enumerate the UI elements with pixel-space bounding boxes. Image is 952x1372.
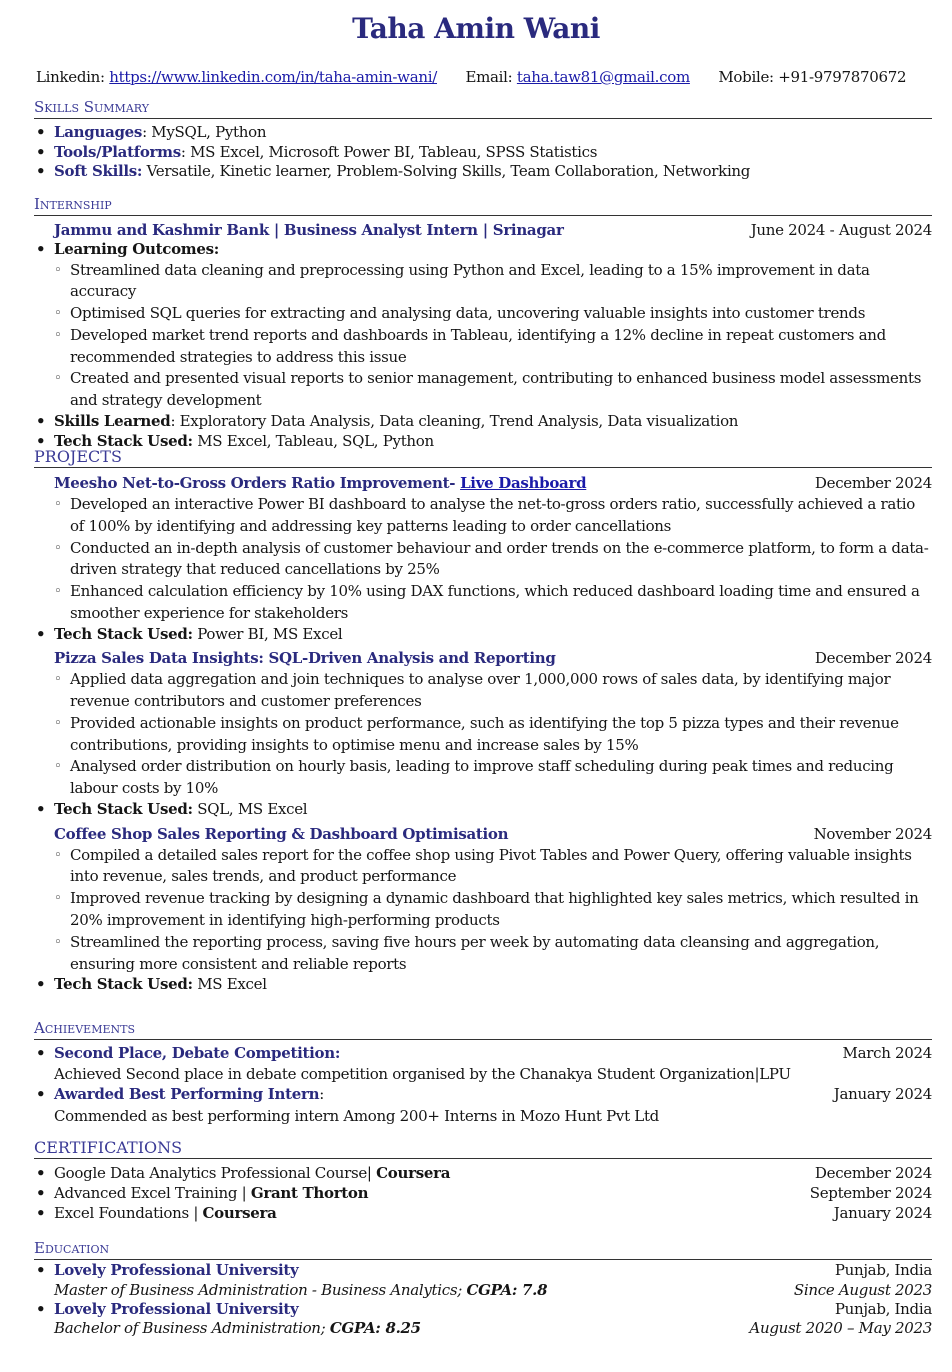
tech-stack-text: MS Excel — [192, 975, 267, 994]
outcomes-label: • Learning Outcomes: — [34, 240, 932, 260]
projects-section — [34, 447, 932, 995]
achievement-date: January 2024 — [833, 1084, 932, 1103]
certification-item — [34, 1183, 932, 1203]
skill-label: Tools/Platforms — [54, 142, 181, 161]
skill-item — [34, 162, 932, 182]
cgpa: CGPA: 7.8 — [466, 1280, 548, 1299]
section-title: Skills Summary — [34, 98, 932, 119]
tech-stack-text: SQL, MS Excel — [192, 800, 308, 819]
cert-date: December 2024 — [814, 1164, 932, 1182]
education-item — [34, 1261, 932, 1281]
cert-issuer: Coursera — [202, 1204, 277, 1222]
achievement-item — [34, 1085, 932, 1105]
certification-item — [34, 1163, 932, 1183]
project-bullet: ◦ Streamlined the reporting process, saving five hours per week by automating data cleansing and aggregation, ensuring more consistent and reliable reports — [34, 932, 932, 976]
certifications-section — [34, 1138, 932, 1223]
project-bullet: ◦ Enhanced calculation efficiency by 10% using DAX functions, which reduced dashboard loading time and ensured a smoother experience for stakeholders — [34, 581, 932, 625]
tech-stack — [34, 800, 932, 820]
school-name: • Lovely Professional University — [54, 1299, 299, 1318]
candidate-name: Taha Amin Wani — [352, 12, 600, 45]
cert-name: Google Data Analytics Professional Course| — [54, 1164, 377, 1182]
internship-header — [34, 220, 932, 240]
skills-learned — [34, 412, 932, 432]
tech-stack — [34, 975, 932, 995]
tech-stack-label: Tech Stack Used: — [54, 624, 193, 643]
internship-section — [34, 195, 932, 451]
project-date: December 2024 — [814, 474, 932, 492]
tech-stack — [34, 625, 932, 645]
achievement-item — [34, 1044, 932, 1064]
contact-line — [36, 68, 916, 86]
linkedin-label: Linkedin: — [36, 68, 105, 86]
achievement-title: Awarded Best Performing Intern — [54, 1084, 320, 1103]
section-title: CERTIFICATIONS — [34, 1138, 932, 1159]
section-title: Education — [34, 1239, 932, 1260]
tech-stack-label: Tech Stack Used: — [54, 975, 193, 994]
project-header — [34, 647, 932, 669]
tech-stack-label: Tech Stack Used: — [54, 800, 193, 819]
section-title: Achievements — [34, 1019, 932, 1040]
project-bullet: ◦ Developed an interactive Power BI dashboard to analyse the net-to-gross orders ratio, successfully achieved a ratio of 100% by identifying and addressing key patterns leading to order cancellations — [34, 494, 932, 538]
education-dates: Since August 2023 — [793, 1280, 932, 1299]
achievement-title: • Second Place, Debate Competition: — [54, 1044, 341, 1062]
skill-item — [34, 143, 932, 163]
project-title: Meesho Net-to-Gross Orders Ratio Improvement- — [54, 474, 461, 492]
project-bullet: ◦ Conducted an in-depth analysis of customer behaviour and order trends on the e-commerce platform, to form a data-driven strategy that reduced cancellations by 25% — [34, 538, 932, 582]
email-link[interactable]: taha.taw81@gmail.com — [516, 68, 690, 86]
skill-label: Languages — [54, 123, 143, 141]
project-title: Coffee Shop Sales Reporting & Dashboard Optimisation — [54, 824, 509, 843]
project-bullet: ◦ Applied data aggregation and join techniques to analyse over 1,000,000 rows of sales data, by identifying major revenue contributors and customer preferences — [34, 669, 932, 713]
achievement-desc: Achieved Second place in debate competition organised by the Chanakya Student Organization|LPU — [54, 1064, 791, 1083]
skill-label: Soft Skills: — [54, 162, 143, 180]
school-location: Punjab, India — [834, 1261, 932, 1279]
linkedin-link[interactable]: https://www.linkedin.com/in/taha-amin-wani/ — [109, 68, 437, 86]
school-location: Punjab, India — [834, 1299, 932, 1318]
project-bullet: ◦ Analysed order distribution on hourly basis, leading to improve staff scheduling during peak times and reducing labour costs by 10% — [34, 756, 932, 800]
skill-item — [34, 123, 932, 143]
education-section — [34, 1239, 932, 1338]
outcome-item: ◦ Streamlined data cleaning and preprocessing using Python and Excel, leading to a 15% improvement in data accuracy — [34, 260, 932, 304]
project-date: November 2024 — [813, 824, 932, 843]
degree: Bachelor of Business Administration; — [54, 1319, 330, 1337]
skills-learned-text: : Exploratory Data Analysis, Data cleaning, Trend Analysis, Data visualization — [170, 412, 739, 431]
school-name: • Lovely Professional University — [54, 1261, 299, 1279]
cert-name: Excel Foundations | — [54, 1204, 203, 1222]
certification-item — [34, 1203, 932, 1223]
education-degree-row — [34, 1319, 932, 1338]
mobile-label: Mobile: — [718, 68, 774, 86]
project-bullet: ◦ Compiled a detailed sales report for the coffee shop using Pivot Tables and Power Query, offering valuable insights into revenue, sales trends, and product performance — [34, 845, 932, 889]
internship-role: Jammu and Kashmir Bank | Business Analyst Intern | Srinagar — [54, 221, 564, 239]
education-dates: August 2020 – May 2023 — [749, 1319, 932, 1337]
live-dashboard-link[interactable]: Live Dashboard — [460, 474, 587, 492]
outcome-item: ◦ Created and presented visual reports to senior management, contributing to enhanced business model assessments and strategy development — [34, 368, 932, 412]
section-title: PROJECTS — [34, 447, 932, 468]
outcome-item: ◦ Developed market trend reports and dashboards in Tableau, identifying a 12% decline in repeat customers and recommended strategies to address this issue — [34, 325, 932, 369]
tech-stack-text: MS Excel, Tableau, SQL, Python — [192, 431, 434, 450]
achievement-desc: Commended as best performing intern Among 200+ Interns in Mozo Hunt Pvt Ltd — [54, 1107, 659, 1125]
internship-dates: June 2024 - August 2024 — [750, 221, 932, 239]
project-header — [34, 823, 932, 845]
cert-date: September 2024 — [809, 1184, 932, 1202]
tech-stack-text: Power BI, MS Excel — [192, 624, 343, 643]
skill-text: Versatile, Kinetic learner, Problem-Solving Skills, Team Collaboration, Networking — [142, 162, 751, 180]
cgpa: CGPA: 8.25 — [329, 1319, 421, 1337]
mobile-number: +91-9797870672 — [778, 68, 907, 86]
skill-text: : MySQL, Python — [142, 123, 267, 141]
cert-date: January 2024 — [833, 1204, 932, 1222]
degree: Master of Business Administration - Business Analytics; — [54, 1280, 467, 1299]
skills-section — [34, 98, 932, 182]
skills-learned-label: Skills Learned — [54, 412, 171, 431]
project-bullet: ◦ Improved revenue tracking by designing a dynamic dashboard that highlighted key sales metrics, which resulted in 20% improvement in identifying high-performing products — [34, 888, 932, 932]
skill-text: : MS Excel, Microsoft Power BI, Tableau, SPSS Statistics — [180, 142, 598, 161]
achievements-section — [34, 1019, 932, 1128]
cert-issuer: Coursera — [376, 1164, 451, 1182]
project-bullet: ◦ Provided actionable insights on product performance, such as identifying the top 5 pizza types and their revenue contributions, providing insights to optimise menu and increase sales by 15% — [34, 713, 932, 757]
education-degree-row — [34, 1281, 932, 1300]
project-title: Pizza Sales Data Insights: SQL-Driven Analysis and Reporting — [54, 649, 556, 668]
outcome-item: ◦ Optimised SQL queries for extracting and analysing data, uncovering valuable insights into customer trends — [34, 303, 932, 325]
cert-issuer: Grant Thorton — [250, 1184, 369, 1202]
project-header — [34, 472, 932, 494]
education-item — [34, 1300, 932, 1320]
achievement-date: March 2024 — [842, 1044, 932, 1062]
project-date: December 2024 — [814, 649, 932, 668]
cert-name: Advanced Excel Training | — [54, 1184, 251, 1202]
section-title: Internship — [34, 195, 932, 216]
achievement-suffix: : — [319, 1084, 324, 1103]
email-label: Email: — [465, 68, 513, 86]
tech-stack-label: Tech Stack Used: — [54, 431, 193, 450]
